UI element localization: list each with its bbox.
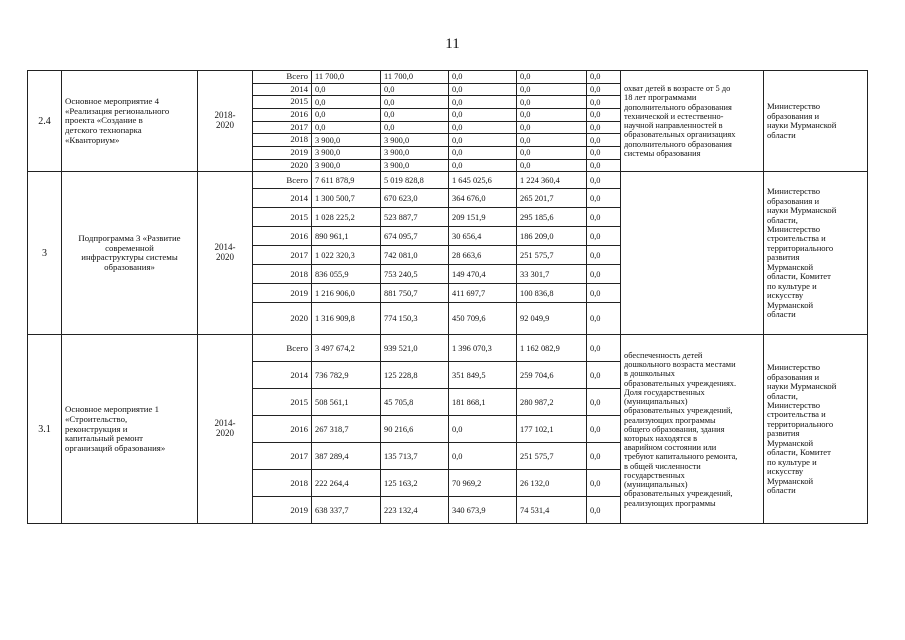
executor-text: Министерство образования и науки Мурманской области, Министерство строительства и территориального развития Мурманской области, Комитет по культуре и искусству Мурманской области bbox=[764, 172, 868, 335]
value-col-5: 0,0 bbox=[587, 389, 621, 416]
executor-text: Министерство образования и науки Мурманской области, Министерство строительства и территориального развития Мурманской области, Комитет по культуре и искусству Мурманской области bbox=[764, 335, 868, 524]
value-col-3: 1 645 025,6 bbox=[449, 172, 517, 189]
value-col-3: 0,0 bbox=[449, 71, 517, 84]
total-value: 11 700,0 bbox=[312, 71, 381, 84]
value-col-4: 74 531,4 bbox=[517, 497, 587, 524]
value-col-4: 100 836,8 bbox=[517, 284, 587, 303]
table-row bbox=[28, 172, 868, 189]
total-value: 1 028 225,2 bbox=[312, 208, 381, 227]
value-col-2: 523 887,7 bbox=[381, 208, 449, 227]
year-cell: 2019 bbox=[253, 147, 312, 160]
value-col-3: 30 656,4 bbox=[449, 227, 517, 246]
value-col-4: 251 575,7 bbox=[517, 443, 587, 470]
value-col-4: 186 209,0 bbox=[517, 227, 587, 246]
value-col-2: 0,0 bbox=[381, 83, 449, 96]
value-col-2: 3 900,0 bbox=[381, 134, 449, 147]
year-cell: 2016 bbox=[253, 416, 312, 443]
value-col-5: 0,0 bbox=[587, 470, 621, 497]
period: 2018- 2020 bbox=[198, 71, 253, 172]
value-col-4: 0,0 bbox=[517, 71, 587, 84]
value-col-5: 0,0 bbox=[587, 134, 621, 147]
value-col-2: 670 623,0 bbox=[381, 189, 449, 208]
total-value: 3 900,0 bbox=[312, 159, 381, 172]
value-col-5: 0,0 bbox=[587, 109, 621, 122]
total-value: 0,0 bbox=[312, 121, 381, 134]
value-col-2: 881 750,7 bbox=[381, 284, 449, 303]
value-col-4: 26 132,0 bbox=[517, 470, 587, 497]
value-col-2: 753 240,5 bbox=[381, 265, 449, 284]
value-col-3: 181 868,1 bbox=[449, 389, 517, 416]
value-col-3: 0,0 bbox=[449, 121, 517, 134]
value-col-5: 0,0 bbox=[587, 303, 621, 335]
indicator-text: обеспеченность детей дошкольного возраста местами в дошкольных образовательных учреждениях. Доля государственных (муниципальных) образовательных учреждений, реализующих программы общего образования, здания которых находятся в аварийном состоянии или требуют капитального ремонта, в общей численности государственных (муниципальных) образовательных учреждений, реализующих программы bbox=[621, 335, 764, 524]
value-col-3: 209 151,9 bbox=[449, 208, 517, 227]
year-cell: Всего bbox=[253, 71, 312, 84]
year-cell: 2015 bbox=[253, 96, 312, 109]
total-value: 7 611 878,9 bbox=[312, 172, 381, 189]
value-col-5: 0,0 bbox=[587, 172, 621, 189]
year-cell: 2015 bbox=[253, 208, 312, 227]
value-col-3: 0,0 bbox=[449, 416, 517, 443]
value-col-3: 0,0 bbox=[449, 109, 517, 122]
total-value: 3 900,0 bbox=[312, 147, 381, 160]
value-col-2: 125 163,2 bbox=[381, 470, 449, 497]
value-col-4: 251 575,7 bbox=[517, 246, 587, 265]
value-col-3: 28 663,6 bbox=[449, 246, 517, 265]
value-col-2: 5 019 828,8 bbox=[381, 172, 449, 189]
value-col-3: 0,0 bbox=[449, 96, 517, 109]
value-col-5: 0,0 bbox=[587, 208, 621, 227]
value-col-4: 1 162 082,9 bbox=[517, 335, 587, 362]
table-row bbox=[28, 335, 868, 362]
value-col-4: 0,0 bbox=[517, 121, 587, 134]
year-cell: Всего bbox=[253, 172, 312, 189]
year-cell: 2018 bbox=[253, 265, 312, 284]
executor-text: Министерство образования и науки Мурманской области bbox=[764, 71, 868, 172]
total-value: 1 316 909,8 bbox=[312, 303, 381, 335]
value-col-5: 0,0 bbox=[587, 335, 621, 362]
year-cell: 2014 bbox=[253, 362, 312, 389]
year-cell: 2017 bbox=[253, 121, 312, 134]
value-col-5: 0,0 bbox=[587, 246, 621, 265]
value-col-2: 125 228,8 bbox=[381, 362, 449, 389]
value-col-2: 45 705,8 bbox=[381, 389, 449, 416]
budget-table bbox=[27, 70, 868, 524]
indicator-text bbox=[621, 172, 764, 335]
value-col-3: 0,0 bbox=[449, 83, 517, 96]
value-col-3: 0,0 bbox=[449, 443, 517, 470]
year-cell: Всего bbox=[253, 335, 312, 362]
value-col-5: 0,0 bbox=[587, 443, 621, 470]
total-value: 1 300 500,7 bbox=[312, 189, 381, 208]
total-value: 222 264,4 bbox=[312, 470, 381, 497]
value-col-3: 149 470,4 bbox=[449, 265, 517, 284]
year-cell: 2016 bbox=[253, 109, 312, 122]
value-col-3: 1 396 070,3 bbox=[449, 335, 517, 362]
table-body bbox=[28, 71, 868, 524]
value-col-3: 364 676,0 bbox=[449, 189, 517, 208]
value-col-5: 0,0 bbox=[587, 189, 621, 208]
value-col-5: 0,0 bbox=[587, 265, 621, 284]
value-col-4: 0,0 bbox=[517, 83, 587, 96]
total-value: 736 782,9 bbox=[312, 362, 381, 389]
value-col-4: 0,0 bbox=[517, 147, 587, 160]
total-value: 890 961,1 bbox=[312, 227, 381, 246]
total-value: 0,0 bbox=[312, 96, 381, 109]
value-col-5: 0,0 bbox=[587, 416, 621, 443]
value-col-4: 259 704,6 bbox=[517, 362, 587, 389]
year-cell: 2015 bbox=[253, 389, 312, 416]
year-cell: 2020 bbox=[253, 159, 312, 172]
section-number: 3 bbox=[28, 172, 62, 335]
value-col-2: 939 521,0 bbox=[381, 335, 449, 362]
value-col-4: 0,0 bbox=[517, 159, 587, 172]
value-col-2: 223 132,4 bbox=[381, 497, 449, 524]
value-col-4: 0,0 bbox=[517, 109, 587, 122]
value-col-4: 1 224 360,4 bbox=[517, 172, 587, 189]
year-cell: 2020 bbox=[253, 303, 312, 335]
total-value: 1 216 906,0 bbox=[312, 284, 381, 303]
value-col-2: 90 216,6 bbox=[381, 416, 449, 443]
value-col-5: 0,0 bbox=[587, 121, 621, 134]
value-col-4: 295 185,6 bbox=[517, 208, 587, 227]
section-number: 2.4 bbox=[28, 71, 62, 172]
year-cell: 2017 bbox=[253, 443, 312, 470]
value-col-2: 135 713,7 bbox=[381, 443, 449, 470]
period: 2014- 2020 bbox=[198, 335, 253, 524]
value-col-3: 351 849,5 bbox=[449, 362, 517, 389]
value-col-4: 92 049,9 bbox=[517, 303, 587, 335]
value-col-3: 450 709,6 bbox=[449, 303, 517, 335]
indicator-text: охват детей в возрасте от 5 до 18 лет программами дополнительного образования технической и естественно- научной направленностей в образовательных организациях дополнительного образования системы образования bbox=[621, 71, 764, 172]
activity-name: Основное мероприятие 4 «Реализация регионального проекта «Создание в детского технопарка «Кванториум» bbox=[62, 71, 198, 172]
value-col-3: 70 969,2 bbox=[449, 470, 517, 497]
value-col-2: 774 150,3 bbox=[381, 303, 449, 335]
total-value: 267 318,7 bbox=[312, 416, 381, 443]
value-col-5: 0,0 bbox=[587, 83, 621, 96]
value-col-4: 177 102,1 bbox=[517, 416, 587, 443]
value-col-2: 11 700,0 bbox=[381, 71, 449, 84]
value-col-4: 265 201,7 bbox=[517, 189, 587, 208]
value-col-2: 742 081,0 bbox=[381, 246, 449, 265]
value-col-2: 3 900,0 bbox=[381, 159, 449, 172]
value-col-5: 0,0 bbox=[587, 362, 621, 389]
year-cell: 2016 bbox=[253, 227, 312, 246]
year-cell: 2018 bbox=[253, 134, 312, 147]
value-col-3: 411 697,7 bbox=[449, 284, 517, 303]
value-col-2: 0,0 bbox=[381, 109, 449, 122]
value-col-5: 0,0 bbox=[587, 284, 621, 303]
value-col-5: 0,0 bbox=[587, 497, 621, 524]
value-col-2: 0,0 bbox=[381, 121, 449, 134]
table-row bbox=[28, 71, 868, 84]
year-cell: 2018 bbox=[253, 470, 312, 497]
activity-name: Основное мероприятие 1 «Строительство, реконструкция и капитальный ремонт организаций образования» bbox=[62, 335, 198, 524]
total-value: 508 561,1 bbox=[312, 389, 381, 416]
total-value: 3 900,0 bbox=[312, 134, 381, 147]
value-col-5: 0,0 bbox=[587, 71, 621, 84]
year-cell: 2019 bbox=[253, 284, 312, 303]
total-value: 387 289,4 bbox=[312, 443, 381, 470]
page-number: 11 bbox=[445, 36, 460, 52]
value-col-2: 3 900,0 bbox=[381, 147, 449, 160]
value-col-4: 33 301,7 bbox=[517, 265, 587, 284]
value-col-2: 674 095,7 bbox=[381, 227, 449, 246]
value-col-3: 0,0 bbox=[449, 159, 517, 172]
value-col-3: 0,0 bbox=[449, 134, 517, 147]
value-col-5: 0,0 bbox=[587, 159, 621, 172]
value-col-5: 0,0 bbox=[587, 227, 621, 246]
value-col-3: 0,0 bbox=[449, 147, 517, 160]
value-col-5: 0,0 bbox=[587, 147, 621, 160]
year-cell: 2014 bbox=[253, 83, 312, 96]
total-value: 836 055,9 bbox=[312, 265, 381, 284]
period: 2014- 2020 bbox=[198, 172, 253, 335]
year-cell: 2017 bbox=[253, 246, 312, 265]
value-col-3: 340 673,9 bbox=[449, 497, 517, 524]
total-value: 638 337,7 bbox=[312, 497, 381, 524]
value-col-5: 0,0 bbox=[587, 96, 621, 109]
value-col-4: 0,0 bbox=[517, 134, 587, 147]
total-value: 3 497 674,2 bbox=[312, 335, 381, 362]
total-value: 0,0 bbox=[312, 83, 381, 96]
year-cell: 2019 bbox=[253, 497, 312, 524]
activity-name: Подпрограмма 3 «Развитие современной инфраструктуры системы образования» bbox=[62, 172, 198, 335]
value-col-2: 0,0 bbox=[381, 96, 449, 109]
value-col-4: 0,0 bbox=[517, 96, 587, 109]
value-col-4: 280 987,2 bbox=[517, 389, 587, 416]
total-value: 1 022 320,3 bbox=[312, 246, 381, 265]
section-number: 3.1 bbox=[28, 335, 62, 524]
year-cell: 2014 bbox=[253, 189, 312, 208]
total-value: 0,0 bbox=[312, 109, 381, 122]
